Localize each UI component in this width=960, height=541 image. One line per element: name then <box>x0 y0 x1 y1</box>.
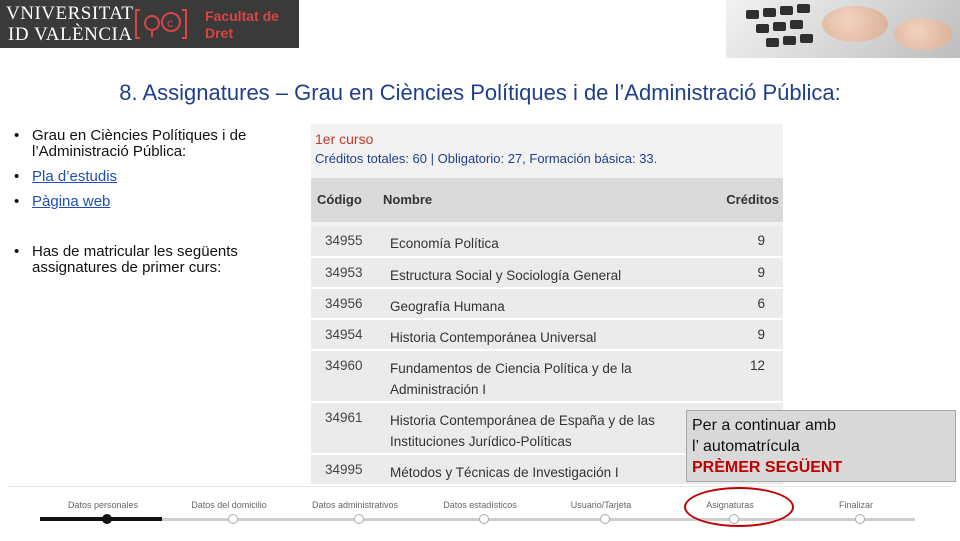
step-label-subjects[interactable]: Asignaturas <box>706 500 754 510</box>
faculty-name <box>205 8 279 42</box>
column-header-name: Nombre <box>383 192 433 207</box>
step-dot-address[interactable] <box>228 514 238 524</box>
row-code: 34954 <box>325 327 363 342</box>
row-name: Historia Contemporánea Universal <box>390 330 597 345</box>
row-credits: 6 <box>757 296 765 311</box>
bullet-enrol-text: Has de matricular les següents assignatures de primer curs: <box>32 243 238 276</box>
svg-text:c: c <box>167 16 173 30</box>
row-name: Historia Contemporánea de España y de las Instituciones Jurídico-Políticas <box>390 413 655 449</box>
step-label-user-card[interactable]: Usuario/Tarjeta <box>570 500 632 510</box>
faculty-name-line2: Dret <box>205 25 234 41</box>
bullet-degree <box>14 128 304 160</box>
row-credits: 9 <box>757 327 765 342</box>
row-name: Economía Política <box>390 236 499 251</box>
column-header-credits: Créditos <box>726 192 779 207</box>
table-row <box>311 258 783 289</box>
study-plan-link[interactable]: Pla d’estudis <box>32 168 118 185</box>
university-logo <box>0 0 299 48</box>
progress-track-completed <box>40 517 162 521</box>
row-name: Métodos y Técnicas de Investigación I <box>390 465 619 480</box>
table-row <box>311 226 783 258</box>
faculty-name-line1: Facultat de <box>205 8 279 24</box>
step-label-statistics[interactable]: Datos estadísticos <box>443 500 517 510</box>
row-credits: 12 <box>749 358 765 373</box>
step-dot-user-card[interactable] <box>600 514 610 524</box>
keyboard-hands-photo <box>726 0 960 58</box>
row-code: 34955 <box>325 233 363 248</box>
enrolment-progress-stepper <box>8 486 952 541</box>
step-label-personal-data[interactable]: Datos personales <box>67 500 139 510</box>
course-heading: 1er curso <box>315 131 374 147</box>
course-credit-totals: Créditos totales: 60 | Obligatorio: 27, Formación básica: 33. <box>315 151 658 166</box>
logo-university-line2: ID VALÈNCIA <box>8 24 133 45</box>
row-name: Estructura Social y Sociología General <box>390 268 622 283</box>
bullet-web-page <box>14 194 304 210</box>
bullet-degree-text: Grau en Ciències Polítiques i de l’Administració Pública: <box>32 127 247 160</box>
row-code: 34960 <box>325 358 363 373</box>
web-page-link[interactable]: Pàgina web <box>32 193 111 210</box>
table-row <box>311 320 783 351</box>
table-header <box>311 178 783 222</box>
row-name: Geografía Humana <box>390 299 505 314</box>
note-line2: l’ automatrícula <box>692 438 800 455</box>
row-code: 34953 <box>325 265 363 280</box>
step-dot-finish[interactable] <box>855 514 865 524</box>
subjects-step-highlight-ellipse <box>684 487 794 527</box>
slide-title: 8. Assignatures – Grau en Ciències Polítiques i de l’Administració Pública: <box>119 80 841 105</box>
note-line1: Per a continuar amb <box>692 417 837 434</box>
table-row <box>311 289 783 320</box>
step-label-address[interactable]: Datos del domicilio <box>191 500 267 510</box>
column-header-code: Código <box>317 192 362 207</box>
step-label-administrative[interactable]: Datos administrativos <box>311 500 399 510</box>
row-credits: 9 <box>757 265 765 280</box>
step-dot-statistics[interactable] <box>479 514 489 524</box>
continue-note <box>686 410 956 482</box>
row-code: 34956 <box>325 296 363 311</box>
step-label-finish[interactable]: Finalizar <box>838 500 873 510</box>
row-code: 34961 <box>325 410 363 425</box>
row-name: Fundamentos de Ciencia Política y de la Administración I <box>390 361 632 397</box>
table-row <box>311 351 783 403</box>
bullet-study-plan <box>14 169 304 185</box>
row-code: 34995 <box>325 462 363 477</box>
row-credits: 9 <box>757 233 765 248</box>
bullet-enrol <box>14 244 304 276</box>
note-line3: PRÈMER SEGÜENT <box>692 459 843 476</box>
faculty-seal-icon <box>134 6 188 42</box>
step-dot-administrative[interactable] <box>354 514 364 524</box>
logo-university-line1: VNIVERSITAT <box>6 3 134 24</box>
step-dot-personal-data[interactable] <box>102 514 112 524</box>
bullet-list <box>14 128 304 285</box>
